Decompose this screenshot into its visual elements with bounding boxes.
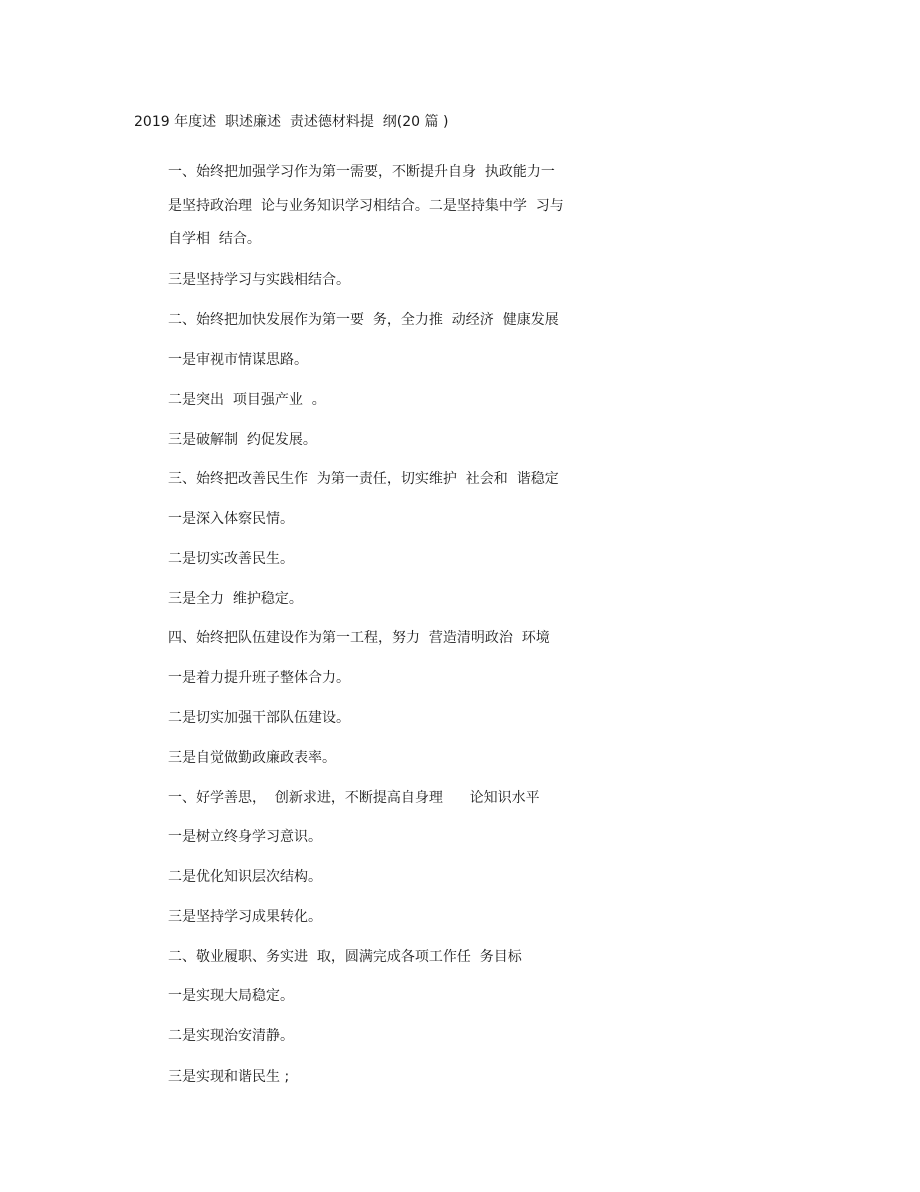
paragraph-line: 二是切实加强干部队伍建设。 [168,710,350,726]
paragraph-line: 一是深入体察民情。 [168,511,294,527]
paragraph-line: 二是实现治安清静。 [168,1028,294,1044]
paragraph-line: 三是实现和谐民生 ; [168,1069,290,1085]
paragraph-line: 三是全力 维护稳定。 [168,591,303,607]
paragraph-line: 二是突出 项目强产业 。 [168,392,326,408]
paragraph-line: 三是坚持学习与实践相结合。 [168,272,350,288]
section-heading: 三、始终把改善民生作 为第一责任，切实维护 社会和 谐稳定 [168,471,559,487]
paragraph-line: 一是实现大局稳定。 [168,988,294,1004]
document-title: 2019 年度述 职述廉述 责述德材料提 纲(20 篇 ) [134,114,449,130]
section-heading: 四、始终把队伍建设作为第一工程，努力 营造清明政治 环境 [168,630,550,646]
section-heading: 二、敬业履职、务实进 取，圆满完成各项工作任 务目标 [168,949,522,965]
paragraph-line: 一是树立终身学习意识。 [168,829,322,845]
paragraph-line: 三是坚持学习成果转化。 [168,909,322,925]
paragraph-line: 三是自觉做勤政廉政表率。 [168,750,336,766]
paragraph-line: 一是着力提升班子整体合力。 [168,670,350,686]
paragraph-line: 二是切实改善民生。 [168,551,294,567]
paragraph-line: 二是优化知识层次结构。 [168,869,322,885]
paragraph-line: 是坚持政治理 论与业务知识学习相结合。二是坚持集中学 习与 [168,198,564,214]
paragraph-line: 一是审视市情谋思路。 [168,352,308,368]
paragraph-line: 一、始终把加强学习作为第一需要，不断提升自身 执政能力一 [168,164,555,180]
section-heading: 二、始终把加快发展作为第一要 务，全力推 动经济 健康发展 [168,312,559,328]
section-heading: 一、好学善思， 创新求进，不断提高自身理 论知识水平 [168,790,540,806]
paragraph-line: 自学相 结合。 [168,231,261,247]
paragraph-line: 三是破解制 约促发展。 [168,432,317,448]
